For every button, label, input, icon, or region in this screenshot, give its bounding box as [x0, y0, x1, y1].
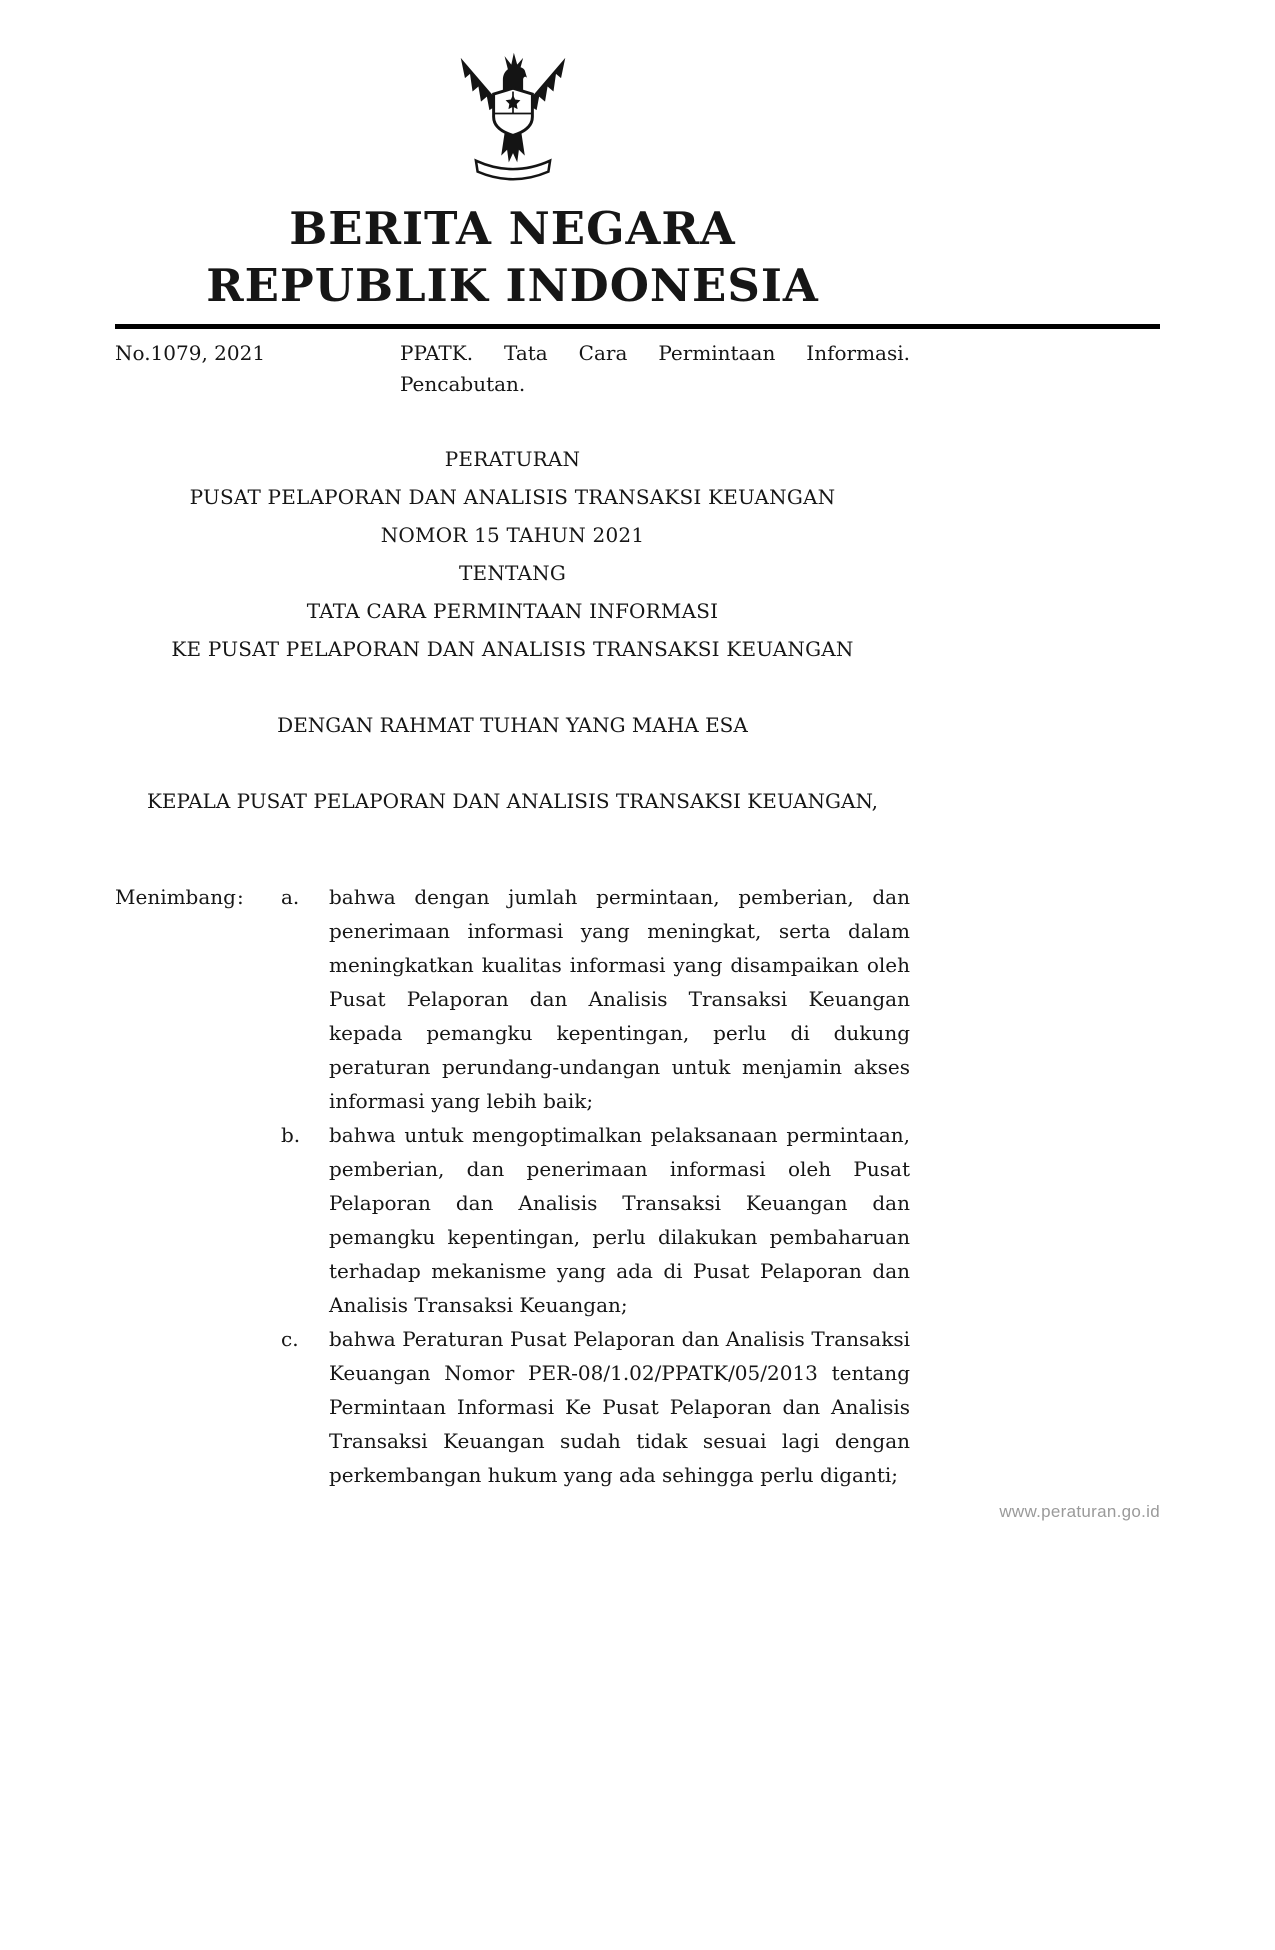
considering-item [115, 1118, 910, 1322]
divider-rule [115, 324, 1160, 329]
item-letter: a. [281, 885, 300, 909]
subject-line: PPATK. Tata Cara Permintaan Informasi. Pencabutan. [400, 341, 910, 396]
garuda-pancasila-emblem [454, 42, 572, 194]
gazette-meta [115, 338, 910, 400]
item-text: bahwa Peraturan Pusat Pelaporan dan Analisis Transaksi Keuangan Nomor PER-08/1.02/PPATK/05/2013 tentang Permintaan Informasi Ke Pusat Pelaporan dan Analisis Transaksi Keuangan sudah tidak sesuai lagi dengan perkembangan hukum yang ada sehingga perlu diganti; [329, 1327, 910, 1487]
considering-item [115, 1322, 910, 1492]
footer-url: www.peraturan.go.id [999, 1502, 1160, 1521]
item-letter: b. [281, 1123, 301, 1147]
masthead [115, 200, 910, 314]
considering-label: Menimbang [115, 885, 236, 909]
title-line-3: NOMOR 15 TAHUN 2021 [380, 523, 645, 547]
considering-colon: : [237, 885, 244, 909]
regulation-title [115, 440, 910, 668]
item-text: bahwa untuk mengoptimalkan pelaksanaan permintaan, pemberian, dan penerimaan informasi oleh Pusat Pelaporan dan Analisis Transaksi Keuangan dan pemangku kepentingan, perlu dilakukan pembaharuan terhadap mekanisme yang ada di Pusat Pelaporan dan Analisis Transaksi Keuangan; [329, 1123, 910, 1317]
considering-item [115, 880, 910, 1118]
item-text: bahwa dengan jumlah permintaan, pemberian, dan penerimaan informasi yang meningkat, serta dalam meningkatkan kualitas informasi yang disampaikan oleh Pusat Pelaporan dan Analisis Transaksi Keuangan kepada pemangku kepentingan, perlu di dukung peraturan perundang-undangan untuk menjamin akses informasi yang lebih baik; [329, 885, 910, 1113]
title-line-6: KE PUSAT PELAPORAN DAN ANALISIS TRANSAKSI KEUANGAN [171, 637, 854, 661]
title-line-5: TATA CARA PERMINTAAN INFORMASI [306, 599, 719, 623]
title-line-1: PERATURAN [444, 447, 581, 471]
item-letter: c. [281, 1327, 299, 1351]
invocation-line: DENGAN RAHMAT TUHAN YANG MAHA ESA [277, 713, 748, 737]
title-line-2: PUSAT PELAPORAN DAN ANALISIS TRANSAKSI KEUANGAN [189, 485, 836, 509]
masthead-line1: BERITA NEGARA [289, 202, 736, 255]
emblem-container [115, 0, 910, 194]
masthead-line2: REPUBLIK INDONESIA [206, 259, 819, 312]
considering-section [115, 880, 910, 1492]
title-line-4: TENTANG [458, 561, 566, 585]
authority-line: KEPALA PUSAT PELAPORAN DAN ANALISIS TRANSAKSI KEUANGAN, [146, 789, 879, 813]
issue-number: No.1079, 2021 [115, 341, 266, 365]
